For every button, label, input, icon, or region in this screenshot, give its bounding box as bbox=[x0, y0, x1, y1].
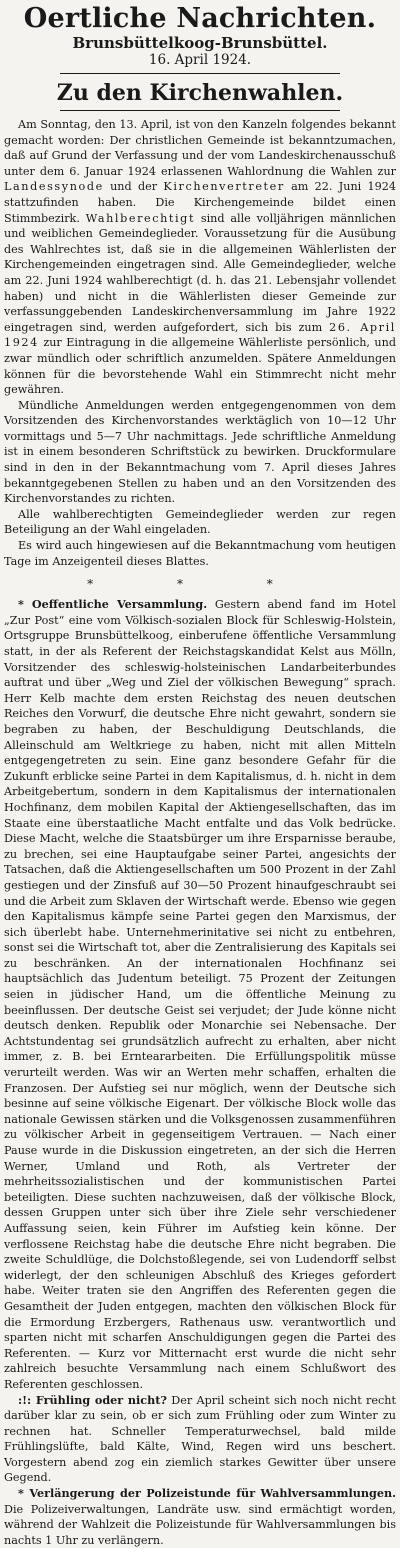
paragraph: Alle wahlberechtigten Gemeindeglieder werden zur regen Beteiligung an der Wahl eingeladen. bbox=[4, 507, 396, 537]
spaced-text: Wahlberechtigt bbox=[85, 211, 196, 225]
article-public-meeting bbox=[4, 597, 396, 1392]
text-run: zur Eintragung in die allgemeine Wählerliste persönlich, und zwar mündlich oder schriftlich anzumelden. Spätere Anmeldungen können für die bevorstehende Wahl ein Stimmrecht nicht mehr gewähren. bbox=[4, 336, 396, 397]
paragraph bbox=[4, 1486, 396, 1548]
article-church-elections bbox=[4, 117, 396, 569]
section-separator: * * * bbox=[87, 577, 313, 592]
text-run: am 22. Juni 1924 stattzufinden haben. Die Kirchengemeinde bildet einen Stimmbezirk. bbox=[4, 180, 396, 225]
issue-date: 16. April 1924. bbox=[148, 52, 252, 68]
paragraph: Es wird auch hingewiesen auf die Bekanntmachung vom heutigen Tage im Anzeigenteil dieses Blattes. bbox=[4, 539, 396, 568]
text-run: Am Sonntag, den 13. April, ist von den Kanzeln folgendes bekannt gemacht worden: Der christlichen Gemeinde ist bekanntzumachen, daß auf Grund der Verfassung und der vom Landeskirchenausschuß unter dem 6. Januar 1924 erlassenen Wahlordnung die Wahlen zur bbox=[4, 118, 396, 178]
spaced-text: Kirchenvertreter bbox=[163, 180, 285, 194]
masthead bbox=[4, 4, 396, 69]
article-headline: Zu den Kirchenwahlen. bbox=[56, 80, 344, 106]
article-lead: * Oeffentliche Versammlung. bbox=[18, 597, 208, 612]
text-run: und der bbox=[103, 180, 164, 194]
text-run: sind alle volljährigen männlichen und weiblichen Gemeindeglieder. Voraussetzung für die Ausübung des Wahlrechtes ist, daß sie in die allgemeinen Wählerlisten der Kirchengemeinden eingetragen sind. Alle Gemeindeglieder, welche am 22. Juni 1924 wahlberechtigt (d. h. das 21. Lebensjahr vollendet haben) und nicht in die Wählerlisten dieser Gemeinde zur verfassunggebenden Landeskirchenversammlung im Jahre 1922 eingetragen sind, werden aufgefordert, sich bis zum bbox=[4, 211, 397, 334]
divider bbox=[60, 73, 340, 74]
article-spring bbox=[4, 1393, 396, 1487]
paragraph bbox=[4, 117, 396, 398]
article-lead: * Verlängerung der Polizeistunde für Wahlversammlungen. bbox=[18, 1486, 396, 1501]
divider bbox=[60, 110, 340, 111]
text-run: Der April scheint sich noch nicht recht darüber klar zu sein, ob er sich zum Frühling oder zum Winter zu rechnen hat. Schneller Temperaturwechsel, bald milde Frühlingslüfte, bald Kälte, Wind, Regen wird uns beschert. Vorgestern abend zog ein ziemlich starkes Gewitter über unsere Gegend. bbox=[4, 1393, 396, 1485]
paragraph bbox=[4, 1393, 396, 1487]
article-lead: :!: Frühling oder nicht? bbox=[18, 1392, 167, 1407]
spaced-text: Landessynode bbox=[4, 180, 104, 194]
spaced-text: 26. April 1924 bbox=[4, 320, 396, 350]
section-title: Oertliche Nachrichten. bbox=[23, 3, 377, 34]
paragraph: Mündliche Anmeldungen werden entgegengenommen von dem Vorsitzenden des Kirchenvorstandes werktäglich von 10—12 Uhr vormittags und 5—7 Uhr nachmittags. Jede schriftliche Anmeldung ist in einem besonderen Schriftstück zu bewirken. Druckformulare sind in den in der Bekanntmachung vom 7. April dieses Jahres bekanntgegebenen Stellen zu haben und an den Vorsitzenden des Kirchenvorstandes zu richten. bbox=[4, 398, 396, 506]
paragraph bbox=[4, 597, 396, 1392]
text-run: Gestern abend fand im Hotel „Zur Post“ eine vom Völkisch-sozialen Block für Schleswig-Holstein, Ortsgruppe Brunsbüttelkoog, einberufene öffentliche Versammlung statt, in der als Referent der Reichstagskandidat Kelst aus Mölln, Vorsitzender des schleswig-holsteinischen Landarbeiterbundes auftrat und über „Weg und Ziel der völkischen Bewegung“ sprach. Herr Kelb machte dem ersten Reichstag des neuen deutschen Reiches den Vorwurf, die deutsche Ehre nicht gewahrt, sondern sie begraben zu haben, der Beschuldigung Deutschlands, die Alleinschuld am Weltkriege zu haben, nicht mit allen Mitteln entgegengetreten zu sein. Eine ganz besondere Gefahr für die Zukunft erblicke seine Partei in dem Kapitalismus, d. h. nicht in dem Arbeitgebertum, sondern in dem Kapitalismus der internationalen Hochfinanz, dem mobilen Kapital der Aktiengesellschaften, das im Staate eine überstaatliche Macht entfalte und das Volk bedrücke. Diese Macht, welche die Staatsbürger um ihre Ersparnisse beraube, zu brechen, sei eine Hauptaufgabe seiner Partei, angesichts der Tatsachen, daß die Aktiengesellschaften um 500 Prozent in der Zahl gestiegen und der Zinsfuß auf 30—50 Prozent hinaufgeschraubt sei und die Arbeit zum Sklaven der Wirtschaft werde. Ebenso wie gegen den Kapitalismus kämpfe seine Partei gegen den Marxismus, der sich überlebt habe. Unternehmerinitative sei nicht zu entbehren, sonst sei die Wirtschaft tot, aber die Zentralisierung des Kapitals sei zu beschränken. An der internationalen Hochfinanz sei hauptsächlich das Judentum beteiligt. 75 Prozent der Zeitungen seien in jüdischer Hand, um die öffentliche Meinung zu beeinflussen. Der deutsche Geist sei verjudet; der Jude könne nicht deutsch denken. Republik oder Monarchie sei Nebensache. Der Achtstundentag sei grundsätzlich aufrecht zu erhalten, aber nicht immer, z. B. bei Ernteararbeiten. Die Erfüllungspolitik müsse verurteilt werden. Was wir an Werten mehr schaffen, erhalten die Franzosen. Der Aufstieg sei nur möglich, wenn der Deutsche sich besinne auf seine völkische Eigenart. Der völkische Block wolle das nationale Gewissen stärken und die Volksgenossen zusammenführen zu völkischer Arbeit in gegenseitigem Vertrauen. — Nach einer Pause wurde in die Diskussion eingetreten, an der sich die Herren Werner, Umland und Roth, als Vertreter der mehrheitssozialistischen und der kommunistischen Partei beteiligten. Diese suchten nachzuweisen, daß der völkische Block, dessen Gruppen unter sich über ihre Ziele sehr verschiedener Auffassung seien, kein Führer im Aufstieg kein könne. Der verflossene Reichstag habe die deutsche Ehre nicht begraben. Die zweite Schuldlüge, die Dolchstoßlegende, sei von Ludendorff selbst widerlegt, der den schleunigen Abschluß des Krieges gefordert habe. Weiter traten sie den Angriffen des Referenten gegen die Gesamtheit der Juden entgegen, machten den völkischen Block für die Ermordung Erzbergers, Rathenaus usw. verantwortlich und sparten nicht mit scharfen Anschuldigungen gegen die Partei des Referenten. — Kurz vor Mitternacht erst wurde die nicht sehr zahlreich besuchte Versammlung nach einem Schlußwort des Referenten geschlossen. bbox=[4, 598, 396, 1391]
section-subtitle: Brunsbüttelkoog-Brunsbüttel. bbox=[72, 34, 328, 52]
text-run: Die Polizeiverwaltungen, Landräte usw. sind ermächtigt worden, während der Wahlzeit die Polizeistunde für Wahlversammlungen bis nachts 1 Uhr zu verlängern. bbox=[4, 1502, 396, 1547]
article-police-hours bbox=[4, 1486, 396, 1548]
